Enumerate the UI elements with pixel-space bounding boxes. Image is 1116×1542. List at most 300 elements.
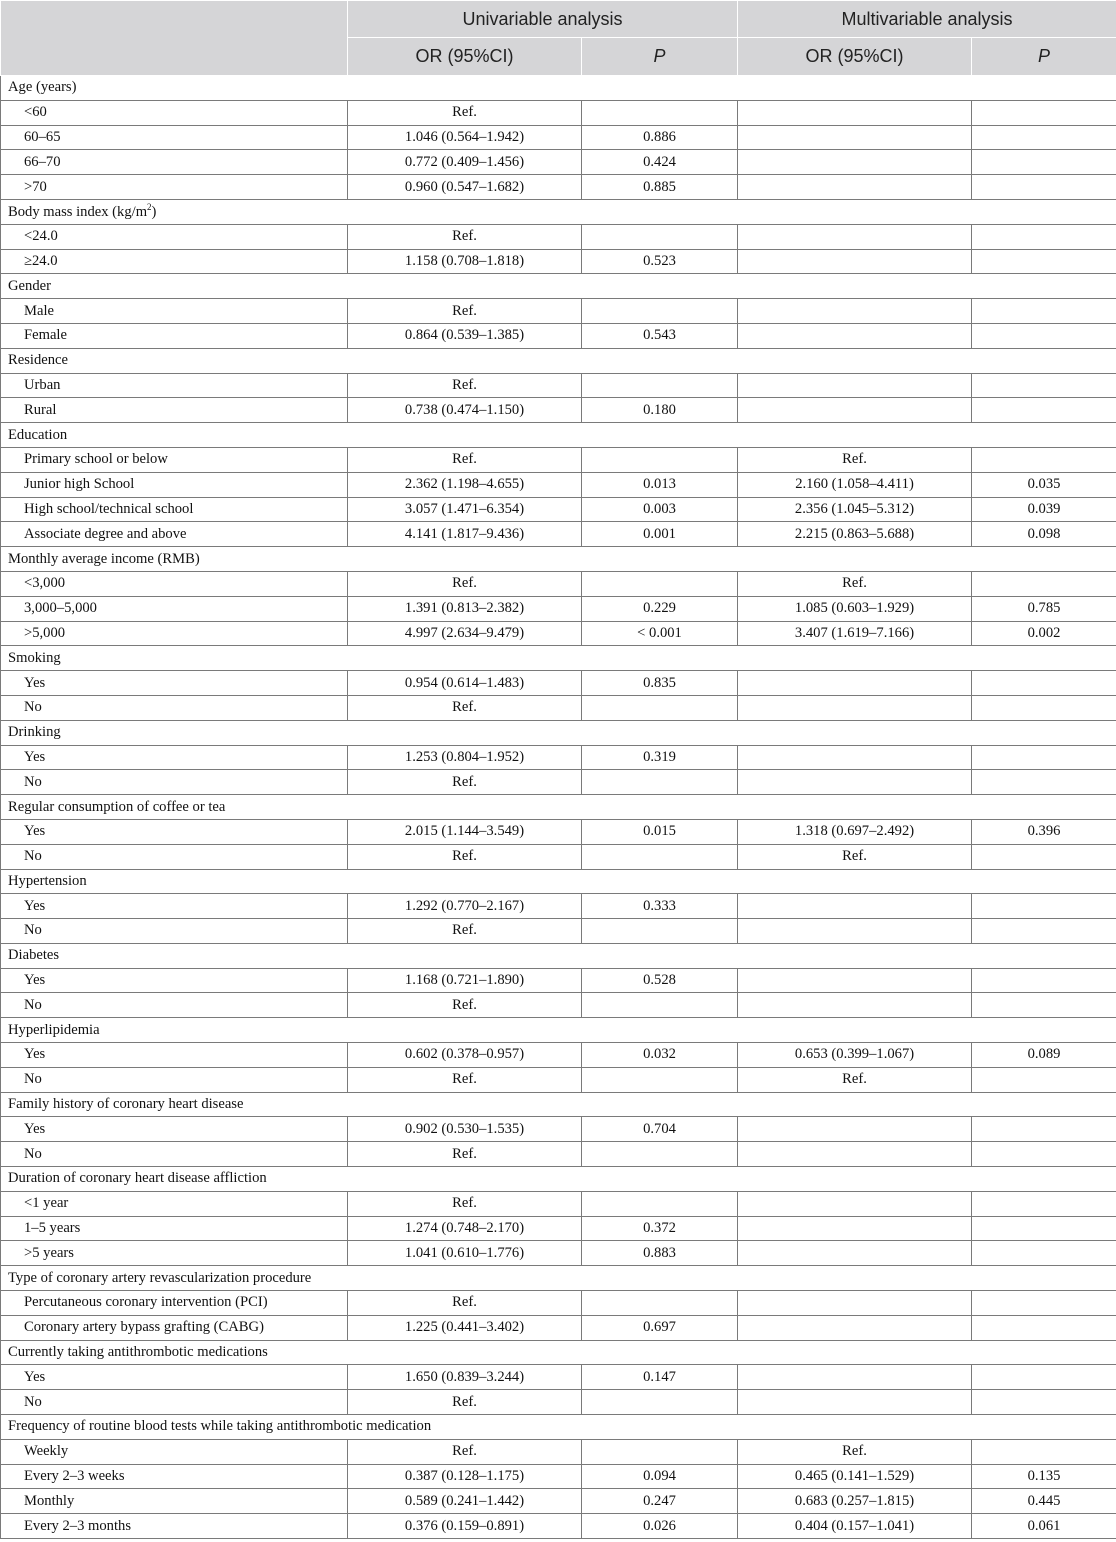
group-title-text: Age (years) (8, 79, 77, 96)
univariable-or-cell: 1.225 (0.441–3.402) (348, 1315, 582, 1340)
row-label: <24.0 (1, 224, 348, 249)
group-title-text: Family history of coronary heart disease (8, 1096, 244, 1113)
univariable-or-cell: Ref. (348, 100, 582, 125)
multivariable-or-cell: 1.085 (0.603–1.929) (738, 596, 972, 621)
group-title (1, 943, 1116, 968)
multivariable-p-cell (972, 894, 1116, 919)
univariable-or-cell: Ref. (348, 770, 582, 795)
multivariable-or-cell: 0.683 (0.257–1.815) (738, 1489, 972, 1514)
multivariable-or-cell (738, 1390, 972, 1415)
multivariable-or-cell (738, 398, 972, 423)
univariable-p-cell: 0.147 (582, 1365, 738, 1390)
group-title-superscript: 2 (147, 202, 152, 213)
group-title-text: Gender (8, 277, 51, 294)
multivariable-p-cell (972, 919, 1116, 944)
univariable-p-cell: 0.543 (582, 323, 738, 348)
univariable-p-cell: 0.372 (582, 1216, 738, 1241)
table-row (1, 1191, 1116, 1216)
group-title-text: Drinking (8, 724, 61, 741)
univariable-or-cell: Ref. (348, 919, 582, 944)
table-row (1, 323, 1116, 348)
table-row (1, 472, 1116, 497)
group-title-text: Smoking (8, 649, 61, 666)
multivariable-p-cell (972, 695, 1116, 720)
univariable-or-cell: Ref. (348, 1067, 582, 1092)
group-title (1, 547, 1116, 572)
univariable-or-cell: 1.650 (0.839–3.244) (348, 1365, 582, 1390)
multivariable-p-cell (972, 1067, 1116, 1092)
table-row (1, 993, 1116, 1018)
univariable-or-cell: 0.376 (0.159–0.891) (348, 1514, 582, 1539)
multivariable-or-cell: Ref. (738, 844, 972, 869)
group-title (1, 423, 1116, 448)
univariable-or-cell: 0.902 (0.530–1.535) (348, 1117, 582, 1142)
table-row (1, 571, 1116, 596)
multivariable-p-cell (972, 323, 1116, 348)
univariable-p-cell: 0.015 (582, 819, 738, 844)
multivariable-or-cell (738, 1291, 972, 1316)
univariable-p-cell: 0.319 (582, 745, 738, 770)
multivariable-or-cell (738, 1315, 972, 1340)
multivariable-p-cell (972, 1117, 1116, 1142)
table-row (1, 100, 1116, 125)
univariable-or-cell: 4.141 (1.817–9.436) (348, 522, 582, 547)
group-title-text: Regular consumption of coffee or tea (8, 798, 226, 815)
table-row (1, 1142, 1116, 1167)
table-row (1, 1514, 1116, 1539)
table-row (1, 299, 1116, 324)
table-row (1, 522, 1116, 547)
group-row (1, 547, 1116, 572)
multivariable-p-cell (972, 125, 1116, 150)
multivariable-p-cell: 0.445 (972, 1489, 1116, 1514)
group-row (1, 1266, 1116, 1291)
group-row (1, 274, 1116, 299)
multivariable-or-cell: 2.160 (1.058–4.411) (738, 472, 972, 497)
univariable-or-cell: Ref. (348, 844, 582, 869)
univariable-p-cell: 0.032 (582, 1043, 738, 1068)
univariable-p-cell: 0.026 (582, 1514, 738, 1539)
multivariable-p-cell (972, 1241, 1116, 1266)
multivariable-or-cell (738, 299, 972, 324)
table-row (1, 1439, 1116, 1464)
table-row (1, 819, 1116, 844)
table-row (1, 1117, 1116, 1142)
univariable-p-cell: 0.001 (582, 522, 738, 547)
univariable-or-cell: 2.362 (1.198–4.655) (348, 472, 582, 497)
univariable-or-cell: 0.589 (0.241–1.442) (348, 1489, 582, 1514)
multivariable-p-cell (972, 1191, 1116, 1216)
univariable-or-cell: 0.772 (0.409–1.456) (348, 150, 582, 175)
multivariable-or-cell: 3.407 (1.619–7.166) (738, 621, 972, 646)
table-row (1, 150, 1116, 175)
group-row (1, 1092, 1116, 1117)
multivariable-p-cell (972, 571, 1116, 596)
table-row (1, 671, 1116, 696)
row-label: No (1, 1067, 348, 1092)
group-title-text: Frequency of routine blood tests while taking antithrombotic medication (8, 1418, 432, 1435)
group-title (1, 76, 1116, 101)
multivariable-or-cell (738, 150, 972, 175)
group-row (1, 1340, 1116, 1365)
group-title (1, 1092, 1116, 1117)
multivariable-or-cell (738, 175, 972, 200)
multivariable-p-cell: 0.089 (972, 1043, 1116, 1068)
multivariable-p-cell (972, 844, 1116, 869)
multivariable-or-cell: 1.318 (0.697–2.492) (738, 819, 972, 844)
row-label: ≥24.0 (1, 249, 348, 274)
row-label: Associate degree and above (1, 522, 348, 547)
univariable-p-cell: 0.885 (582, 175, 738, 200)
group-row (1, 348, 1116, 373)
multivariable-or-cell: 0.404 (0.157–1.041) (738, 1514, 972, 1539)
group-title (1, 348, 1116, 373)
table-row (1, 1216, 1116, 1241)
multivariable-p-cell (972, 993, 1116, 1018)
multivariable-or-cell (738, 100, 972, 125)
table-row (1, 894, 1116, 919)
table-row (1, 398, 1116, 423)
group-title-text: Body mass index (kg/m (8, 204, 148, 221)
group-title (1, 1340, 1116, 1365)
multivariable-or-cell (738, 323, 972, 348)
group-title (1, 274, 1116, 299)
multivariable-or-cell (738, 919, 972, 944)
univariable-p-cell: 0.523 (582, 249, 738, 274)
multivariable-or-cell (738, 745, 972, 770)
multivariable-or-cell: Ref. (738, 447, 972, 472)
multivariable-p-cell (972, 175, 1116, 200)
table-row (1, 1291, 1116, 1316)
table-row (1, 745, 1116, 770)
univariable-or-cell: Ref. (348, 1191, 582, 1216)
univariable-p-cell (582, 993, 738, 1018)
group-title-text: Hypertension (8, 872, 87, 889)
row-label: No (1, 919, 348, 944)
univariable-p-cell (582, 1291, 738, 1316)
univariable-or-cell: 1.158 (0.708–1.818) (348, 249, 582, 274)
multivariable-p-cell (972, 373, 1116, 398)
group-title-text: Monthly average income (RMB) (8, 550, 200, 567)
multivariable-or-cell (738, 993, 972, 1018)
univariable-p-cell (582, 571, 738, 596)
group-row (1, 199, 1116, 224)
univariable-p-cell (582, 1067, 738, 1092)
univariable-or-cell: 0.954 (0.614–1.483) (348, 671, 582, 696)
multivariable-or-cell (738, 249, 972, 274)
multivariable-p-cell (972, 1291, 1116, 1316)
multivariable-p-header: P (972, 38, 1116, 76)
row-label: Rural (1, 398, 348, 423)
table-row (1, 1365, 1116, 1390)
group-title-text: Diabetes (8, 947, 60, 964)
row-label: Junior high School (1, 472, 348, 497)
group-title (1, 199, 1116, 224)
univariable-or-cell: 0.960 (0.547–1.682) (348, 175, 582, 200)
table-row (1, 125, 1116, 150)
multivariable-or-cell (738, 1191, 972, 1216)
multivariable-p-cell (972, 745, 1116, 770)
univariable-p-cell: 0.704 (582, 1117, 738, 1142)
row-label: No (1, 1390, 348, 1415)
multivariable-or-cell (738, 1365, 972, 1390)
row-label: Female (1, 323, 348, 348)
univariable-or-cell: 1.046 (0.564–1.942) (348, 125, 582, 150)
univariable-p-cell (582, 770, 738, 795)
row-label: Every 2–3 months (1, 1514, 348, 1539)
row-label: Yes (1, 671, 348, 696)
multivariable-p-cell (972, 1390, 1116, 1415)
multivariable-or-cell (738, 695, 972, 720)
row-label: Monthly (1, 1489, 348, 1514)
table-row (1, 1241, 1116, 1266)
univariable-or-cell: 1.253 (0.804–1.952) (348, 745, 582, 770)
group-row (1, 646, 1116, 671)
row-label: Primary school or below (1, 447, 348, 472)
group-title-tail: ) (151, 204, 157, 221)
univariable-p-cell (582, 919, 738, 944)
group-title-text: Education (8, 426, 68, 443)
univariable-p-cell (582, 224, 738, 249)
multivariable-p-cell: 0.785 (972, 596, 1116, 621)
row-label: Yes (1, 1117, 348, 1142)
multivariable-or-cell: 2.356 (1.045–5.312) (738, 497, 972, 522)
multivariable-p-cell (972, 671, 1116, 696)
row-label: No (1, 844, 348, 869)
univariable-p-cell (582, 1191, 738, 1216)
group-title (1, 1018, 1116, 1043)
table-body (1, 76, 1116, 1539)
row-label: <1 year (1, 1191, 348, 1216)
multivariable-p-cell (972, 299, 1116, 324)
group-title-text: Currently taking antithrombotic medications (8, 1344, 268, 1361)
multivariable-p-cell: 0.396 (972, 819, 1116, 844)
group-title (1, 1266, 1116, 1291)
univariable-p-cell (582, 299, 738, 324)
univariable-or-cell: Ref. (348, 224, 582, 249)
table-row (1, 249, 1116, 274)
univariable-p-cell: 0.247 (582, 1489, 738, 1514)
group-title (1, 795, 1116, 820)
row-label: No (1, 695, 348, 720)
multivariable-p-cell (972, 100, 1116, 125)
row-label: Yes (1, 1043, 348, 1068)
multivariable-p-cell (972, 150, 1116, 175)
table-row (1, 621, 1116, 646)
univariable-p-cell (582, 1142, 738, 1167)
table-row (1, 175, 1116, 200)
multivariable-or-cell: Ref. (738, 1439, 972, 1464)
univariable-p-cell: 0.528 (582, 968, 738, 993)
table-row (1, 919, 1116, 944)
table-row (1, 596, 1116, 621)
group-row (1, 1018, 1116, 1043)
multivariable-or-cell: 2.215 (0.863–5.688) (738, 522, 972, 547)
table-row (1, 968, 1116, 993)
univariable-p-cell: 0.886 (582, 125, 738, 150)
multivariable-p-cell (972, 224, 1116, 249)
multivariable-or-cell (738, 770, 972, 795)
row-label: >5,000 (1, 621, 348, 646)
row-label: No (1, 1142, 348, 1167)
univariable-or-cell: Ref. (348, 373, 582, 398)
table-row (1, 1315, 1116, 1340)
multivariable-or-cell (738, 1241, 972, 1266)
multivariable-or-cell (738, 1216, 972, 1241)
univariable-or-cell: 3.057 (1.471–6.354) (348, 497, 582, 522)
univariable-or-cell: 1.292 (0.770–2.167) (348, 894, 582, 919)
univariable-p-cell: 0.229 (582, 596, 738, 621)
univariable-or-cell: 2.015 (1.144–3.549) (348, 819, 582, 844)
univariable-or-cell: Ref. (348, 447, 582, 472)
group-title-text: Type of coronary artery revascularization procedure (8, 1269, 312, 1286)
group-row (1, 1167, 1116, 1192)
univariable-p-cell (582, 373, 738, 398)
table-row (1, 497, 1116, 522)
univariable-p-cell: 0.835 (582, 671, 738, 696)
univariable-or-cell: 0.602 (0.378–0.957) (348, 1043, 582, 1068)
multivariable-or-header: OR (95%CI) (738, 38, 972, 76)
univariable-p-cell: 0.333 (582, 894, 738, 919)
multivariable-p-cell (972, 1142, 1116, 1167)
row-label: Urban (1, 373, 348, 398)
table-row (1, 695, 1116, 720)
row-label: Percutaneous coronary intervention (PCI) (1, 1291, 348, 1316)
univariable-or-cell: 0.738 (0.474–1.150) (348, 398, 582, 423)
univariable-or-header: OR (95%CI) (348, 38, 582, 76)
multivariable-p-cell: 0.035 (972, 472, 1116, 497)
multivariable-or-cell (738, 224, 972, 249)
univariable-p-header: P (582, 38, 738, 76)
row-label: >5 years (1, 1241, 348, 1266)
univariable-or-cell: 1.391 (0.813–2.382) (348, 596, 582, 621)
row-label: >70 (1, 175, 348, 200)
multivariable-or-cell (738, 894, 972, 919)
row-label: <3,000 (1, 571, 348, 596)
row-label: Yes (1, 819, 348, 844)
group-title (1, 869, 1116, 894)
group-title-text: Duration of coronary heart disease affliction (8, 1170, 267, 1187)
univariable-p-cell: < 0.001 (582, 621, 738, 646)
multivariable-or-cell (738, 1117, 972, 1142)
univariable-or-cell: Ref. (348, 695, 582, 720)
row-label: 66–70 (1, 150, 348, 175)
univariable-or-cell: Ref. (348, 571, 582, 596)
row-label: High school/technical school (1, 497, 348, 522)
multivariable-p-cell: 0.098 (972, 522, 1116, 547)
multivariable-or-cell (738, 125, 972, 150)
multivariable-p-cell (972, 447, 1116, 472)
univariable-p-cell: 0.697 (582, 1315, 738, 1340)
multivariable-or-cell: 0.465 (0.141–1.529) (738, 1464, 972, 1489)
univariable-p-cell: 0.094 (582, 1464, 738, 1489)
univariable-or-cell: Ref. (348, 299, 582, 324)
univariable-p-cell: 0.883 (582, 1241, 738, 1266)
univariable-p-cell: 0.003 (582, 497, 738, 522)
row-label: 3,000–5,000 (1, 596, 348, 621)
group-title (1, 720, 1116, 745)
univariable-or-cell: Ref. (348, 1390, 582, 1415)
row-label: Yes (1, 745, 348, 770)
univariable-p-cell (582, 1439, 738, 1464)
table-row (1, 770, 1116, 795)
row-label: No (1, 770, 348, 795)
table-header (1, 1, 1116, 76)
univariable-or-cell: Ref. (348, 1142, 582, 1167)
univariable-p-cell (582, 695, 738, 720)
row-label: Coronary artery bypass grafting (CABG) (1, 1315, 348, 1340)
table-row (1, 224, 1116, 249)
univariable-p-cell (582, 100, 738, 125)
univariable-p-cell: 0.180 (582, 398, 738, 423)
univariable-or-cell: Ref. (348, 1439, 582, 1464)
table-row (1, 1043, 1116, 1068)
univariable-p-cell (582, 1390, 738, 1415)
multivariable-or-cell (738, 1142, 972, 1167)
multivariable-p-cell: 0.061 (972, 1514, 1116, 1539)
table-row (1, 1390, 1116, 1415)
table-row (1, 1464, 1116, 1489)
multivariable-p-cell (972, 770, 1116, 795)
multivariable-p-cell (972, 968, 1116, 993)
table-row (1, 1489, 1116, 1514)
multivariable-p-cell (972, 1216, 1116, 1241)
group-row (1, 795, 1116, 820)
multivariable-or-cell: 0.653 (0.399–1.067) (738, 1043, 972, 1068)
multivariable-header: Multivariable analysis (738, 1, 1116, 38)
group-title-text: Residence (8, 352, 68, 369)
group-row (1, 720, 1116, 745)
group-title-text: Hyperlipidemia (8, 1021, 100, 1038)
multivariable-or-cell: Ref. (738, 571, 972, 596)
univariable-or-cell: 1.274 (0.748–2.170) (348, 1216, 582, 1241)
multivariable-or-cell (738, 373, 972, 398)
multivariable-or-cell (738, 671, 972, 696)
group-row (1, 869, 1116, 894)
row-label: 1–5 years (1, 1216, 348, 1241)
univariable-or-cell: Ref. (348, 993, 582, 1018)
group-row (1, 423, 1116, 448)
multivariable-p-cell (972, 1315, 1116, 1340)
group-title (1, 1167, 1116, 1192)
univariable-or-cell: 0.864 (0.539–1.385) (348, 323, 582, 348)
row-label: Yes (1, 968, 348, 993)
multivariable-p-cell: 0.135 (972, 1464, 1116, 1489)
univariable-header: Univariable analysis (348, 1, 738, 38)
header-blank (1, 1, 348, 76)
univariable-p-cell (582, 844, 738, 869)
table-row (1, 844, 1116, 869)
row-label: Weekly (1, 1439, 348, 1464)
row-label: Yes (1, 1365, 348, 1390)
group-row (1, 943, 1116, 968)
row-label: Yes (1, 894, 348, 919)
table-row (1, 373, 1116, 398)
group-title (1, 646, 1116, 671)
group-title (1, 1415, 1116, 1440)
table-row (1, 447, 1116, 472)
univariable-or-cell: 0.387 (0.128–1.175) (348, 1464, 582, 1489)
univariable-p-cell (582, 447, 738, 472)
univariable-or-cell: 1.168 (0.721–1.890) (348, 968, 582, 993)
multivariable-p-cell: 0.039 (972, 497, 1116, 522)
multivariable-p-cell (972, 249, 1116, 274)
multivariable-p-cell (972, 398, 1116, 423)
multivariable-p-cell: 0.002 (972, 621, 1116, 646)
multivariable-p-cell (972, 1365, 1116, 1390)
multivariable-or-cell: Ref. (738, 1067, 972, 1092)
group-row (1, 1415, 1116, 1440)
